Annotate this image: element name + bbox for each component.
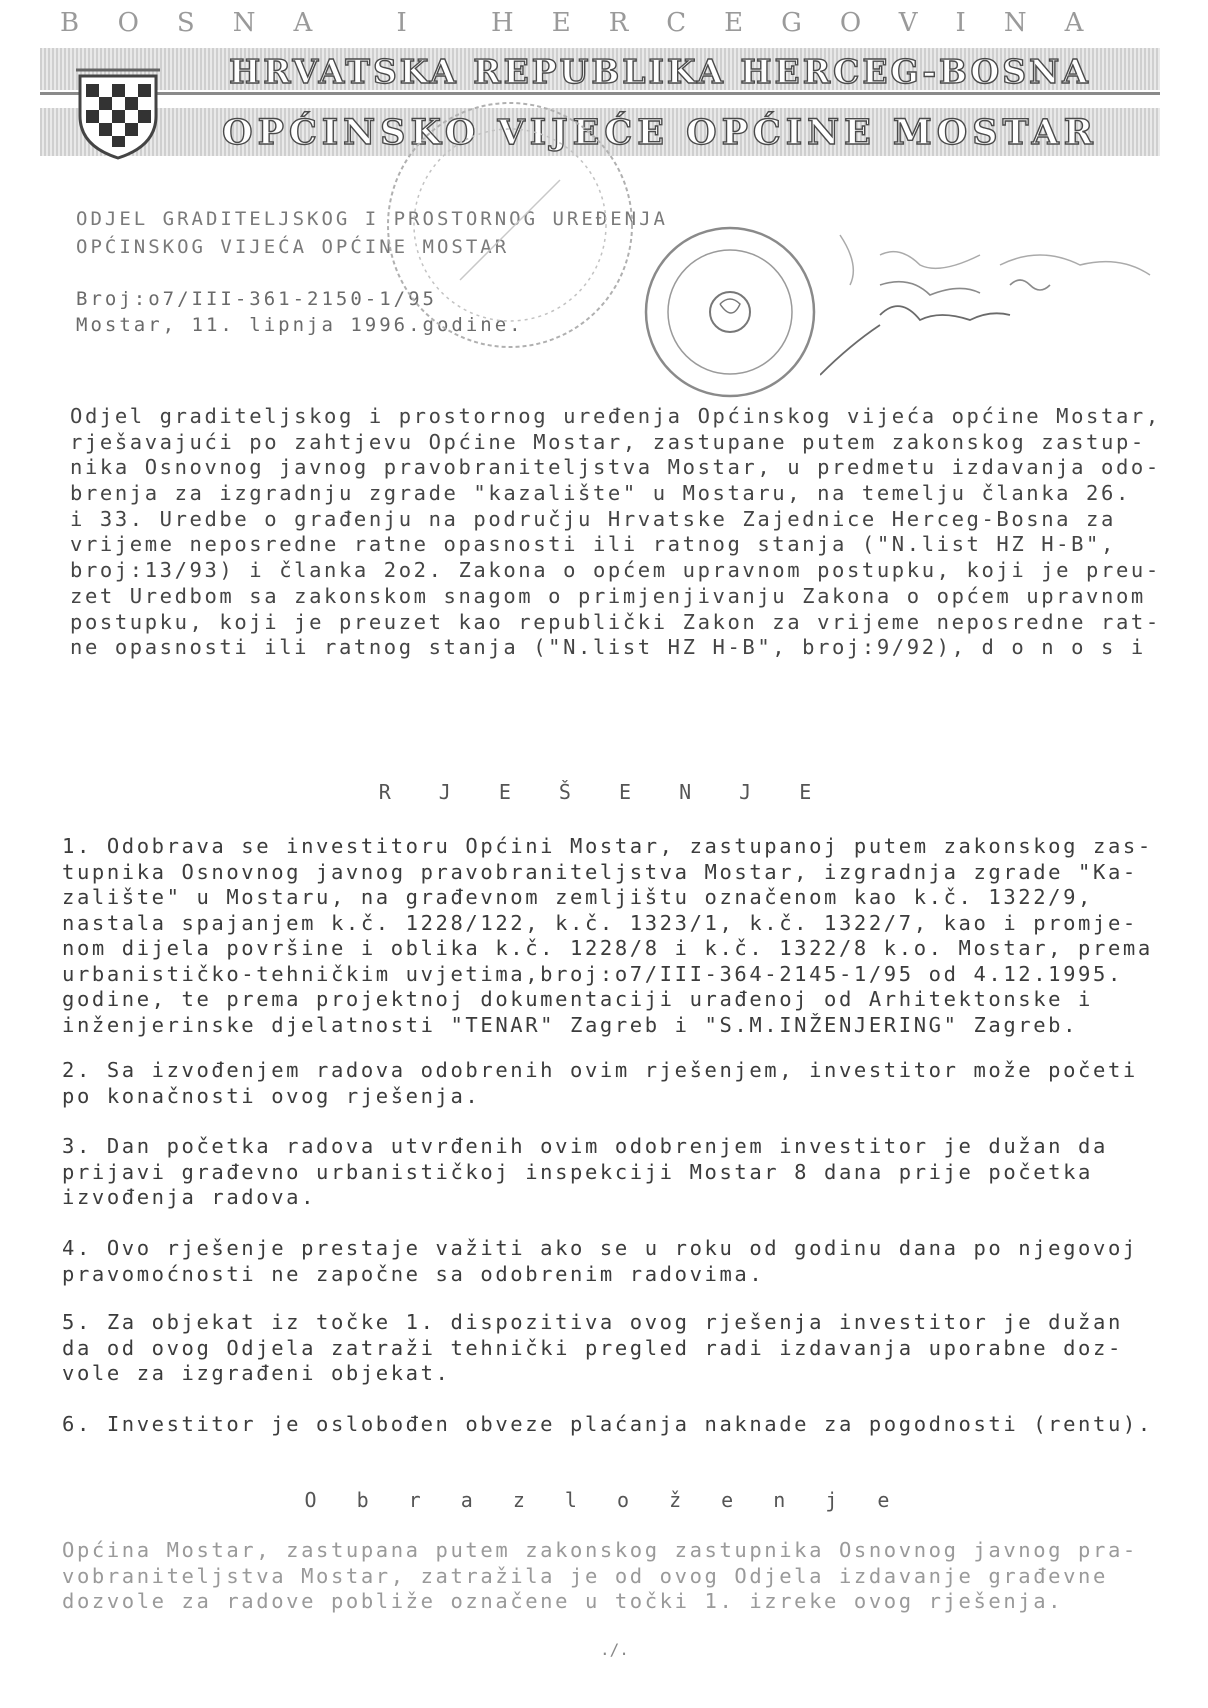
place-and-date: Mostar, 11. lipnja 1996.godine. [76,314,524,336]
reasoning-paragraph [62,1538,1138,1615]
item-line: da od ovog Odjela zatraži tehnički pregled radi izdavanja uporabne doz- [62,1335,1123,1360]
department-line-2: OPĆINSKOG VIJEĆA OPĆINE MOSTAR [76,236,510,258]
item-line: 2. Sa izvođenjem radova odobrenih ovim rješenjem, investitor može početi [62,1058,1138,1082]
item-line: 1. Odobrava se investitoru Općini Mostar, zastupanoj putem zakonskog zas- [62,834,1153,858]
intro-line: zet Uredbom sa zakonskom snagom o primjenjivanju Zakona o općem upravnom [70,583,1146,608]
intro-line: rješavajući po zahtjevu Općine Mostar, zastupane putem zakonskog zastup- [70,429,1146,454]
intro-line: nika Osnovnog javnog pravobraniteljstva Mostar, u predmetu izdavanja odo- [70,455,1161,480]
item-line: 5. Za objekat iz točke 1. dispozitiva ovog rješenja investitor je dužan [62,1310,1123,1334]
decision-item-5 [62,1310,1123,1387]
intro-line: i 33. Uredbe o građenju na području Hrvatske Zajednice Herceg-Bosna za [70,506,1116,531]
letterhead-republic: HRVATSKA REPUBLIKA HERCEG-BOSNA [229,52,1091,91]
item-line: tupnika Osnovnog javnog pravobraniteljstva Mostar, izgradnja zgrade "Ka- [62,859,1138,884]
item-line: zalište" u Mostaru, na građevnom zemljištu označenom kao k.č. 1322/9, [62,885,1094,909]
document-number: Broj:o7/III-361-2150-1/95 [76,288,437,310]
item-line: 6. Investitor je oslobođen obveze plaćanja naknade za pogodnosti (rentu). [62,1412,1153,1436]
intro-line: Odjel graditeljskog i prostornog uređenja Općinskog vijeća općine Mostar, [70,404,1161,428]
intro-line: postupku, koji je preuzet kao republički Zakon za vrijeme neposredne rat- [70,609,1161,634]
item-line: 4. Ovo rješenje prestaje važiti ako se u roku od godinu dana po njegovoj [62,1236,1138,1260]
item-line: urbanističko-tehničkim uvjetima,broj:o7/III-364-2145-1/95 od 4.12.1995. [62,961,1123,986]
coat-of-arms-icon [72,62,164,160]
decision-item-3 [62,1134,1108,1211]
decision-item-6 [62,1412,1153,1438]
letterhead-top-line: BOSNA I HERCEGOVINA [60,8,1122,38]
decision-item-1 [62,834,1153,1038]
official-stamp-icon [380,80,640,370]
decision-item-2 [62,1058,1138,1109]
item-line: godine, te prema projektnoj dokumentaciji urađenoj od Arhitektonske i [62,987,1094,1011]
page-continuation-marker: ./. [600,1640,629,1659]
item-line: vole za izgrađeni objekat. [62,1361,451,1385]
intro-paragraph [70,404,1161,661]
handwritten-signature-icon [820,225,1180,385]
intro-line: broj:13/93) i članka 2o2. Zakona o općem upravnom postupku, koji je preu- [70,558,1161,583]
reasoning-line: dozvole za radove pobliže označene u točki 1. izreke ovog rješenja. [62,1589,1064,1613]
item-line: 3. Dan početka radova utvrđenih ovim odobrenjem investitor je dužan da [62,1134,1108,1158]
department-line-1: ODJEL GRADITELJSKOG I PROSTORNOG UREĐENJA [76,208,668,230]
item-line: pravomoćnosti ne započne sa odobrenim radovima. [62,1261,765,1286]
letterhead-council: OPĆINSKO VIJEĆE OPĆINE MOSTAR [222,112,1098,153]
item-line: izvođenja radova. [62,1185,317,1209]
round-seal-icon [640,222,820,402]
reasoning-heading: O b r a z l o ž e n j e [304,1488,904,1512]
item-line: prijavi građevno urbanističkoj inspekciji Mostar 8 dana prije početka [62,1159,1094,1184]
decision-item-4 [62,1236,1138,1287]
item-line: inženjerinske djelatnosti "TENAR" Zagreb i "S.M.INŽENJERING" Zagreb. [62,1012,1079,1037]
intro-line: brenja za izgradnju zgrade "kazalište" u Mostaru, na temelju članka 26. [70,481,1131,506]
intro-line: vrijeme neposredne ratne opasnosti ili ratnog stanja ("N.list HZ H-B", [70,532,1116,557]
item-line: po konačnosti ovog rješenja. [62,1083,481,1108]
item-line: nom dijela površine i oblika k.č. 1228/8 i k.č. 1322/8 k.o. Mostar, prema [62,936,1153,960]
intro-line: ne opasnosti ili ratnog stanja ("N.list HZ H-B", broj:9/92), d o n o s i [70,635,1146,660]
reasoning-line: vobraniteljstva Mostar, zatražila je od ovog Odjela izdavanje građevne [62,1563,1108,1588]
item-line: nastala spajanjem k.č. 1228/122, k.č. 1323/1, k.č. 1322/7, kao i promje- [62,910,1138,935]
decision-heading: R J E Š E N J E [378,780,830,804]
reasoning-line: Općina Mostar, zastupana putem zakonskog zastupnika Osnovnog javnog pra- [62,1538,1138,1562]
